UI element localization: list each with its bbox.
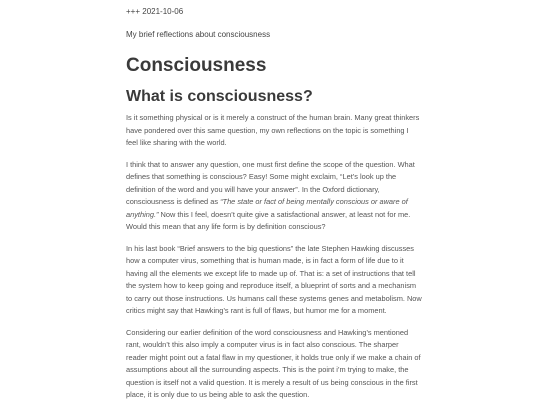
paragraph-1: Is it something physical or is it merely a construct of the human brain. Many great thinkers have pondered over this same question, my own reflections on the topic is something I feel like sharing with the world. xyxy=(126,113,420,147)
dictionary-definition-quote: “The state or fact of being mentally conscious or aware of anything.” xyxy=(126,197,408,219)
paragraph-2-text-after: Now this I feel, doesn’t quite give a satisfactional answer, at least not for me. Would this mean that any life form is by definition conscious? xyxy=(126,209,411,231)
paragraph-2-text-before: I think that to answer any question, one must first define the scope of the question. What defines that something is conscious? Easy! Some might exclaim, “Let’s look up the definition of the word and you will have your answer”. In the Oxford dictionary, consciousness is defined as xyxy=(126,159,415,206)
page-title: Consciousness xyxy=(126,55,267,76)
post-description: My brief reflections about consciousness xyxy=(126,30,271,39)
article xyxy=(126,0,422,402)
paragraph-4: Considering our earlier definition of the word consciousness and Hawking’s mentioned rant, wouldn’t this also imply a computer virus is in fact also conscious. The sharper reader might point out a fatal flaw in my questioner, it holds true only if we make a chain of assumptions about all the surrounding aspects. This is the point i’m trying to make, the question is itself not a valid question. It is merely a result of us being conscious in the first place, it is only due to us being able to ask the question. xyxy=(126,327,421,399)
paragraph-3: In his last book “Brief answers to the big questions” the late Stephen Hawking discusses how a computer virus, something that is human made, is in fact a form of life due to it having all the elements we except life to made up of. That is: a set of instructions that tell the system how to keep going and reproduce itself, a blueprint of sorts and a mechanism to carry out those instructions. Us humans call these systems genes and metabolism. Now critics might say that Hawking’s rant is full of flaws, but humor me for a moment. xyxy=(126,243,422,315)
section-heading: What is consciousness? xyxy=(126,88,313,105)
paragraph-2 xyxy=(126,159,422,234)
front-matter-date: +++ 2021-10-06 xyxy=(126,7,184,16)
